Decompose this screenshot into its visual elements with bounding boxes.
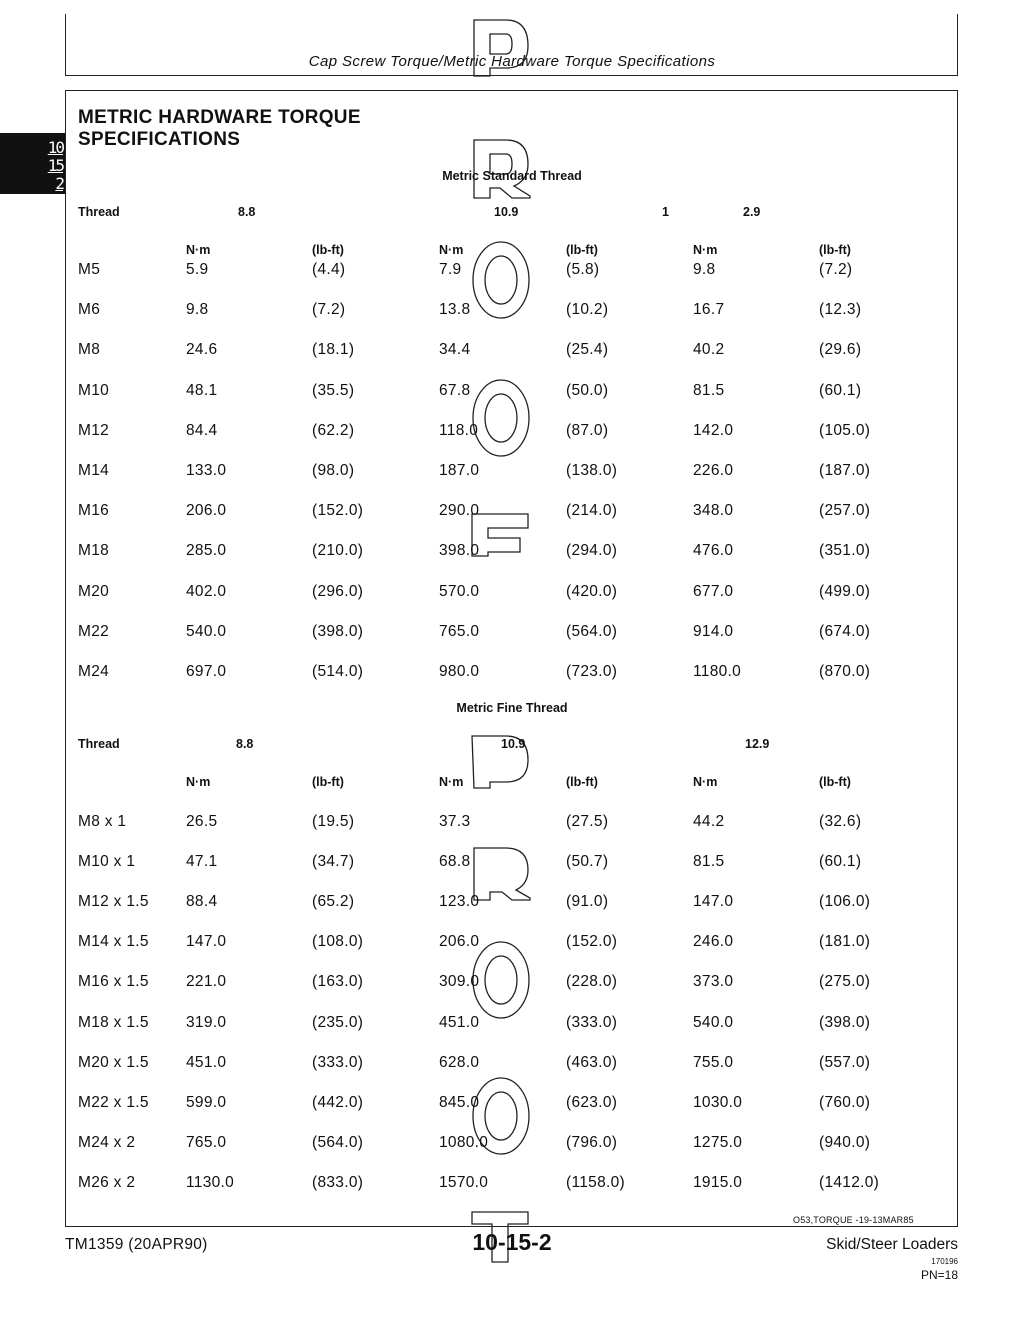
manual-id: TM1359 (20APR90) (65, 1236, 208, 1253)
thread-size-cell: M14 x 1.5 (78, 933, 149, 951)
torque-cell: (65.2) (312, 893, 355, 911)
torque-cell: 37.3 (439, 813, 471, 830)
torque-cell: 246.0 (693, 933, 734, 951)
thread-size-cell: M24 x 2 (78, 1133, 136, 1151)
torque-cell: (760.0) (819, 1093, 871, 1111)
torque-cell: (442.0) (312, 1093, 364, 1111)
torque-cell: (34.7) (312, 853, 355, 871)
torque-cell: (833.0) (312, 1173, 364, 1191)
torque-cell: 1275.0 (693, 1133, 743, 1151)
torque-cell: (152.0) (312, 502, 364, 520)
torque-cell: 451.0 (186, 1053, 227, 1071)
torque-cell: (25.4) (566, 341, 609, 359)
torque-cell: 48.1 (186, 381, 218, 399)
torque-cell: 221.0 (186, 973, 227, 991)
torque-cell: 570.0 (439, 582, 480, 600)
torque-cell: (257.0) (819, 502, 871, 520)
torque-cell: (106.0) (819, 893, 871, 911)
torque-cell: 1080.0 (439, 1133, 489, 1151)
torque-cell: 697.0 (186, 663, 227, 680)
torque-cell: 402.0 (186, 582, 227, 600)
torque-cell: 765.0 (439, 622, 480, 640)
torque-cell: 5.9 (186, 261, 209, 278)
torque-cell: (499.0) (819, 582, 871, 600)
torque-cell: 147.0 (693, 893, 734, 911)
torque-cell: (19.5) (312, 813, 355, 830)
torque-cell: 9.8 (186, 301, 209, 319)
thread-size-cell: M26 x 2 (78, 1173, 136, 1191)
torque-cell: 7.9 (439, 261, 462, 278)
torque-cell: 319.0 (186, 1013, 227, 1031)
standard-section-title: Metric Standard Thread (442, 169, 582, 183)
torque-cell: 540.0 (186, 622, 227, 640)
torque-cell: 348.0 (693, 502, 734, 520)
torque-cell: (940.0) (819, 1133, 871, 1151)
torque-cell: (163.0) (312, 973, 364, 991)
page-title: METRIC HARDWARE TORQUE SPECIFICATIONS (78, 107, 361, 150)
torque-cell: (723.0) (566, 663, 618, 680)
torque-cell: (623.0) (566, 1093, 618, 1111)
torque-cell: 599.0 (186, 1093, 227, 1111)
torque-cell: (50.0) (566, 381, 609, 399)
section-tab (0, 133, 65, 194)
thread-size-cell: M22 x 1.5 (78, 1093, 149, 1111)
thread-size-cell: M5 (78, 261, 101, 278)
unit-label: (lb-ft) (819, 775, 851, 789)
document-code: O53,TORQUE -19-13MAR85 (793, 1215, 914, 1225)
thread-size-cell: M10 (78, 381, 110, 399)
torque-cell: 123.0 (439, 893, 480, 911)
torque-cell: 13.8 (439, 301, 471, 319)
thread-size-cell: M24 (78, 663, 110, 680)
thread-size-cell: M20 x 1.5 (78, 1053, 149, 1071)
thread-size-cell: M18 x 1.5 (78, 1013, 149, 1031)
torque-cell: (235.0) (312, 1013, 364, 1031)
unit-label: N·m (186, 243, 211, 257)
torque-cell: (5.8) (566, 261, 600, 278)
torque-cell: 914.0 (693, 622, 734, 640)
torque-cell: (210.0) (312, 542, 364, 560)
torque-cell: 1180.0 (693, 663, 742, 680)
torque-cell: (27.5) (566, 813, 609, 830)
page-pn: PN=18 (920, 1268, 958, 1282)
torque-cell: 628.0 (439, 1053, 480, 1071)
thread-size-cell: M18 (78, 542, 110, 560)
grade-label: 12.9 (745, 737, 770, 751)
thread-column-label: Thread (78, 205, 120, 219)
torque-cell: (108.0) (312, 933, 364, 951)
torque-cell: 1570.0 (439, 1173, 489, 1191)
unit-label: N·m (186, 775, 211, 789)
torque-cell: (7.2) (819, 261, 853, 278)
thread-size-cell: M20 (78, 582, 110, 600)
torque-cell: (60.1) (819, 381, 862, 399)
thread-size-cell: M8 (78, 341, 101, 359)
torque-cell: 9.8 (693, 261, 716, 278)
torque-cell: 81.5 (693, 853, 725, 871)
torque-cell: 16.7 (693, 301, 725, 319)
thread-size-cell: M10 x 1 (78, 853, 136, 871)
torque-cell: (420.0) (566, 582, 618, 600)
grade-label: 10.9 (501, 737, 526, 751)
torque-cell: (4.4) (312, 261, 346, 278)
torque-cell: 133.0 (186, 462, 227, 479)
torque-cell: (98.0) (312, 462, 355, 479)
unit-label: (lb-ft) (312, 775, 344, 789)
torque-cell: 47.1 (186, 853, 218, 871)
torque-cell: 187.0 (439, 462, 480, 479)
torque-cell: (463.0) (566, 1053, 618, 1071)
torque-cell: (514.0) (312, 663, 364, 680)
unit-label: N·m (693, 243, 718, 257)
thread-size-cell: M6 (78, 301, 101, 319)
torque-cell: (398.0) (312, 622, 364, 640)
thread-size-cell: M8 x 1 (78, 813, 127, 830)
torque-cell: 1130.0 (186, 1173, 235, 1191)
header-title: Cap Screw Torque/Metric Hardware Torque Specifications (308, 53, 716, 70)
torque-cell: 1030.0 (693, 1093, 743, 1111)
torque-cell: 67.8 (439, 381, 471, 399)
thread-column-label: Thread (78, 737, 120, 751)
torque-cell: (870.0) (819, 663, 871, 680)
torque-cell: 980.0 (439, 663, 480, 680)
torque-cell: (398.0) (819, 1013, 871, 1031)
torque-cell: 26.5 (186, 813, 218, 830)
grade-label: 1 (662, 205, 669, 219)
torque-cell: (91.0) (566, 893, 609, 911)
torque-cell: (62.2) (312, 421, 355, 439)
torque-cell: (351.0) (819, 542, 871, 560)
torque-cell: (294.0) (566, 542, 618, 560)
unit-label: (lb-ft) (566, 775, 598, 789)
torque-cell: (10.2) (566, 301, 609, 319)
torque-cell: (152.0) (566, 933, 618, 951)
torque-cell: (564.0) (566, 622, 618, 640)
unit-label: N·m (439, 775, 464, 789)
unit-label: (lb-ft) (566, 243, 598, 257)
torque-cell: (1412.0) (819, 1173, 880, 1191)
torque-cell: (87.0) (566, 421, 609, 439)
torque-cell: 34.4 (439, 341, 471, 359)
page-number: 10-15-2 (472, 1229, 552, 1255)
unit-label: (lb-ft) (819, 243, 851, 257)
torque-cell: 142.0 (693, 421, 734, 439)
torque-cell: (138.0) (566, 462, 618, 479)
torque-cell: (275.0) (819, 973, 871, 991)
torque-cell: 147.0 (186, 933, 227, 951)
grade-label: 2.9 (743, 205, 761, 219)
torque-cell: (105.0) (819, 421, 871, 439)
thread-size-cell: M12 x 1.5 (78, 893, 149, 911)
torque-cell: (796.0) (566, 1133, 618, 1151)
torque-cell: 84.4 (186, 421, 218, 439)
torque-cell: 290.0 (439, 502, 480, 520)
torque-cell: (674.0) (819, 622, 871, 640)
torque-cell: 1915.0 (693, 1173, 743, 1191)
section-tab-line: 2 (55, 174, 63, 193)
fine-section-title: Metric Fine Thread (456, 701, 568, 715)
thread-size-cell: M22 (78, 622, 110, 640)
section-tab-line: 10 (47, 138, 63, 157)
torque-cell: (32.6) (819, 813, 862, 830)
torque-cell: (333.0) (566, 1013, 618, 1031)
grade-label: 10.9 (494, 205, 519, 219)
torque-cell: 206.0 (439, 933, 480, 951)
section-tab-line: 15 (47, 156, 63, 175)
torque-cell: 677.0 (693, 582, 734, 600)
torque-cell: 451.0 (439, 1013, 480, 1031)
torque-cell: 44.2 (693, 813, 725, 830)
torque-cell: 373.0 (693, 973, 734, 991)
unit-label: N·m (693, 775, 718, 789)
torque-cell: (557.0) (819, 1053, 871, 1071)
torque-cell: 206.0 (186, 502, 227, 520)
torque-cell: (50.7) (566, 853, 609, 871)
torque-cell: 540.0 (693, 1013, 734, 1031)
thread-size-cell: M16 x 1.5 (78, 973, 149, 991)
print-code: 170196 (931, 1257, 958, 1266)
torque-cell: 755.0 (693, 1053, 734, 1071)
grade-label: 8.8 (238, 205, 256, 219)
torque-cell: 309.0 (439, 973, 480, 991)
torque-cell: 226.0 (693, 462, 734, 479)
torque-cell: (228.0) (566, 973, 618, 991)
torque-cell: 68.8 (439, 853, 471, 871)
torque-cell: 476.0 (693, 542, 734, 560)
torque-cell: (214.0) (566, 502, 618, 520)
torque-cell: 24.6 (186, 341, 218, 359)
torque-cell: (7.2) (312, 301, 346, 319)
unit-label: (lb-ft) (312, 243, 344, 257)
torque-cell: (181.0) (819, 933, 871, 951)
torque-cell: 88.4 (186, 893, 218, 911)
torque-cell: (296.0) (312, 582, 364, 600)
unit-label: N·m (439, 243, 464, 257)
product-name: Skid/Steer Loaders (826, 1236, 958, 1253)
torque-cell: (187.0) (819, 462, 871, 479)
thread-size-cell: M12 (78, 421, 110, 439)
torque-cell: 81.5 (693, 381, 725, 399)
torque-cell: (29.6) (819, 341, 862, 359)
torque-cell: 765.0 (186, 1133, 227, 1151)
torque-cell: (35.5) (312, 381, 355, 399)
torque-cell: 118.0 (439, 421, 479, 439)
torque-cell: 398.0 (439, 542, 480, 560)
torque-cell: (60.1) (819, 853, 862, 871)
torque-cell: (333.0) (312, 1053, 364, 1071)
torque-cell: 845.0 (439, 1093, 480, 1111)
thread-size-cell: M16 (78, 502, 110, 520)
torque-cell: (18.1) (312, 341, 355, 359)
torque-cell: (1158.0) (566, 1173, 625, 1191)
grade-label: 8.8 (236, 737, 254, 751)
thread-size-cell: M14 (78, 462, 110, 479)
torque-cell: 285.0 (186, 542, 227, 560)
torque-cell: (564.0) (312, 1133, 364, 1151)
torque-cell: (12.3) (819, 301, 862, 319)
torque-cell: 40.2 (693, 341, 725, 359)
